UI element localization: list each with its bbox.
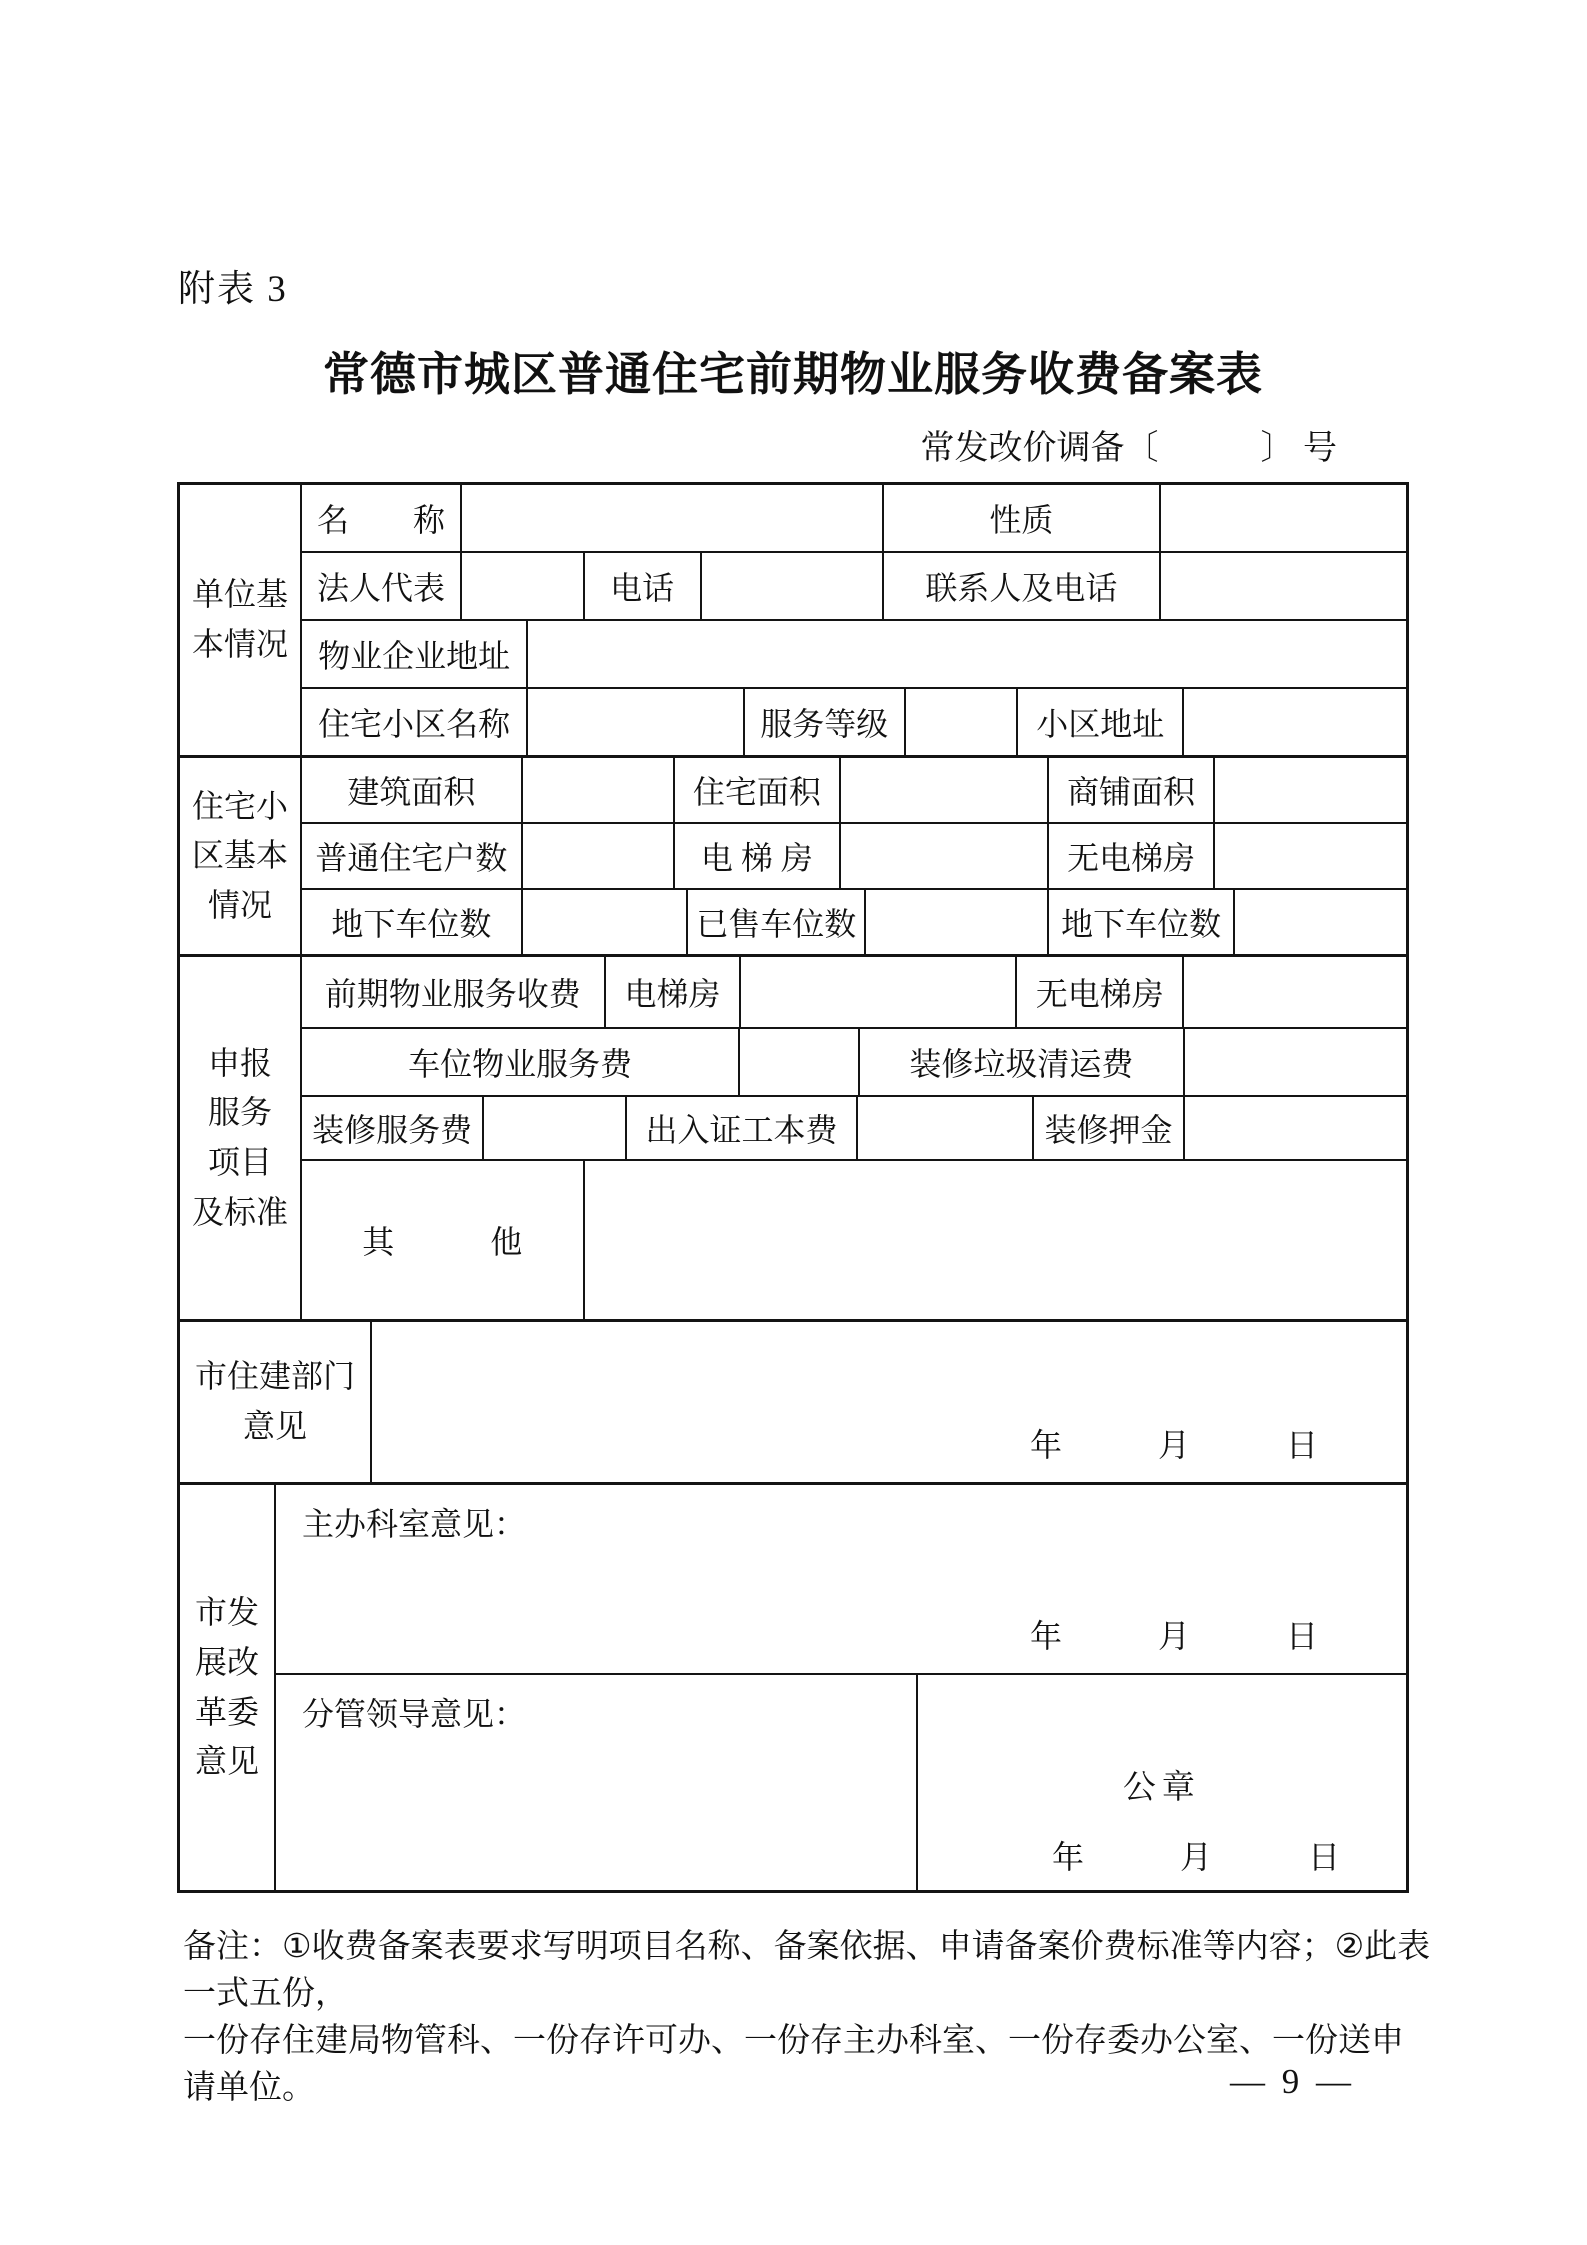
renovation-service-fee-input[interactable] [484,1097,626,1159]
section-label-housing-dept [180,1322,372,1482]
entry-permit-fee-input[interactable] [858,1097,1034,1159]
no-elevator-house-label: 无电梯房 [1049,824,1215,888]
name-label: 名 称 [302,485,462,551]
section-label-line: 单位基 [191,576,288,613]
form-row [302,957,1406,1027]
sold-parking-label: 已售车位数 [688,890,866,954]
community-name-input[interactable] [528,689,744,755]
service-level-label: 服务等级 [745,689,906,755]
filing-form-table [177,482,1409,1893]
form-data-sections [180,485,1406,1319]
pre-service-fee-label: 前期物业服务收费 [302,957,606,1027]
section-label-line: 情况 [207,886,272,923]
elevator-house-input[interactable] [841,824,1050,888]
section-label-line: 申报 [207,1044,272,1081]
section-label-line: 服务 [207,1094,272,1131]
section-ndrc-opinion [180,1482,1406,1890]
household-count-input[interactable] [523,824,675,888]
company-address-input[interactable] [528,621,1406,687]
elevator-fee-input[interactable] [741,957,1017,1027]
building-area-input[interactable] [523,758,675,822]
parking-service-fee-label: 车位物业服务费 [302,1029,740,1095]
company-address-label: 物业企业地址 [302,621,528,687]
section-label-line: 意见 [242,1408,307,1444]
section-label-line: 市住建部门 [194,1358,355,1395]
section-community-basic [180,755,1406,954]
no-elevator-house-label: 无电梯房 [1017,957,1184,1027]
form-row [302,1027,1406,1095]
no-elevator-house-input[interactable] [1215,824,1406,888]
form-row [302,758,1406,822]
section-label-line: 区基本 [191,837,288,874]
section-label-ndrc [180,1485,276,1890]
section-unit-basic [180,485,1406,755]
renovation-garbage-fee-input[interactable] [1185,1029,1406,1095]
chief-office-date-line: 年 月 日 [1029,1618,1318,1654]
form-row [302,485,1406,551]
underground-parking-label: 地下车位数 [302,890,523,954]
other-input[interactable] [585,1161,1406,1319]
renovation-service-fee-label: 装修服务费 [302,1097,484,1159]
form-row [302,822,1406,888]
service-level-input[interactable] [906,689,1019,755]
community-address-label: 小区地址 [1018,689,1184,755]
renovation-deposit-input[interactable] [1185,1097,1406,1159]
page-title: 常德市城区普通住宅前期物业服务收费备案表 [323,348,1263,400]
note-line-2: 一份存住建局物管科、一份存许可办、一份存主办科室、一份存委办公室、一份送申请单位。 [183,2023,1404,2106]
phone-label: 电话 [585,553,702,619]
underground-parking-2-input[interactable] [1235,890,1406,954]
section-housing-dept-opinion [180,1319,1406,1482]
section-unit-basic-label [180,485,302,755]
chief-office-opinion-field[interactable] [276,1485,1406,1673]
underground-parking-2-label: 地下车位数 [1049,890,1234,954]
section-declared-services [180,954,1406,1319]
housing-dept-opinion-field[interactable] [372,1322,1406,1482]
form-row [302,1095,1406,1159]
contact-phone-label: 联系人及电话 [884,553,1161,619]
leader-date-line: 年 月 日 [1051,1839,1340,1875]
nature-label: 性质 [884,485,1161,551]
building-area-label: 建筑面积 [302,758,523,822]
section-label-line: 市发 [194,1594,259,1631]
other-label: 其 他 [302,1161,585,1319]
page-number: — 9 — [1230,2062,1355,2101]
underground-parking-input[interactable] [523,890,689,954]
name-input[interactable] [462,485,884,551]
contact-phone-input[interactable] [1161,553,1406,619]
parking-service-fee-input[interactable] [740,1029,859,1095]
section-label-line: 意见 [194,1743,259,1780]
section-label-line: 及标准 [191,1193,288,1230]
phone-input[interactable] [702,553,884,619]
leader-opinion-label: 分管领导意见： [302,1696,527,1732]
leader-opinion-field[interactable] [276,1675,918,1890]
residential-area-input[interactable] [841,758,1050,822]
document-number-line: 常发改价调备〔 〕 号 [920,430,1337,467]
elevator-house-label: 电 梯 房 [675,824,841,888]
form-row [302,619,1406,687]
household-count-label: 普通住宅户数 [302,824,523,888]
legal-rep-label: 法人代表 [302,553,462,619]
section-declared-services-label [180,957,302,1319]
section-label-line: 革委 [194,1693,259,1730]
form-row [302,687,1406,755]
housing-dept-date-line: 年 月 日 [1029,1427,1318,1463]
no-elevator-fee-input[interactable] [1184,957,1406,1027]
form-row [302,1159,1406,1319]
section-label-line: 本情况 [191,626,288,662]
entry-permit-fee-label: 出入证工本费 [627,1097,859,1159]
sold-parking-input[interactable] [866,890,1049,954]
leader-opinion-row [276,1673,1406,1890]
community-name-label: 住宅小区名称 [302,689,528,755]
section-label-line: 住宅小 [191,787,288,824]
renovation-deposit-label: 装修押金 [1034,1097,1185,1159]
shop-area-label: 商铺面积 [1049,758,1215,822]
section-community-basic-label [180,758,302,954]
note-line-1: 备注：①收费备案表要求写明项目名称、备案依据、申请备案价费标准等内容；②此表一式五份， [183,1929,1431,2012]
section-label-line: 展改 [194,1643,259,1680]
residential-area-label: 住宅面积 [675,758,841,822]
shop-area-input[interactable] [1215,758,1406,822]
section-label-line: 项目 [207,1144,272,1180]
chief-office-opinion-label: 主办科室意见： [302,1506,527,1542]
community-address-input[interactable] [1184,689,1406,755]
seal-and-date-area [918,1675,1406,1890]
renovation-garbage-fee-label: 装修垃圾清运费 [860,1029,1186,1095]
form-row [302,888,1406,954]
form-row [302,551,1406,619]
elevator-house-label: 电梯房 [606,957,742,1027]
annex-label: 附表 3 [178,269,288,310]
legal-rep-input[interactable] [462,553,585,619]
official-seal-label: 公章 [1122,1770,1201,1806]
nature-input[interactable] [1161,485,1406,551]
